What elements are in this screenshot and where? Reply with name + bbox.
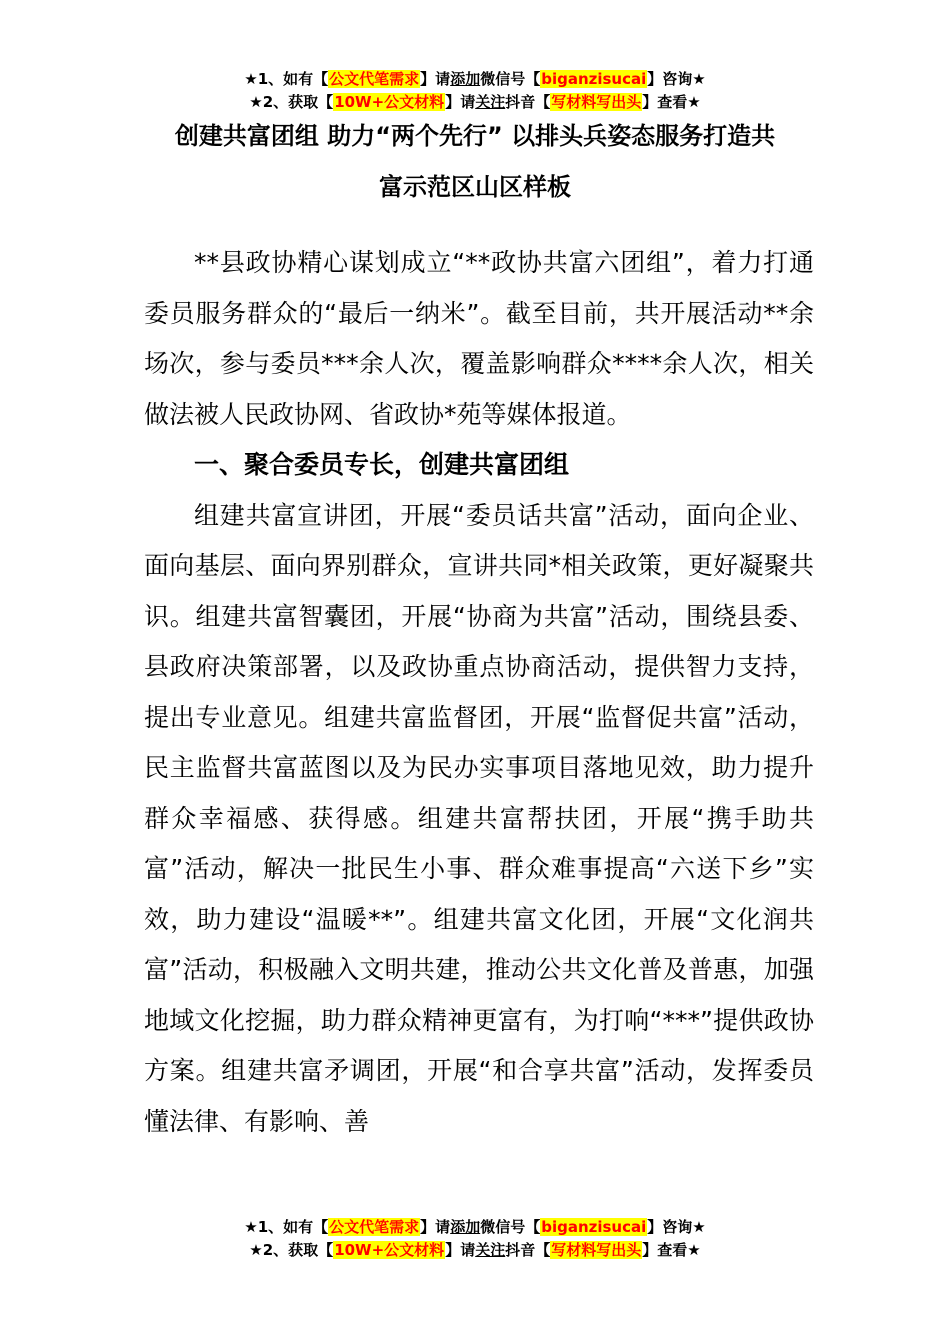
banner-text: 抖音【: [505, 1241, 551, 1259]
banner-line-2: [0, 1239, 950, 1262]
banner-highlight: 公文代笔需求: [329, 1218, 420, 1236]
intro-paragraph: **县政协精心谋划成立“**政协共富六团组”，着力打通委员服务群众的“最后一纳米”。截至目前，共开展活动**余场次，参与委员***余人次，覆盖影响群众****余人次，相关做法被人民政协网、省政协*苑等媒体报道。: [144, 248, 814, 429]
banner-text: 】请: [445, 93, 476, 111]
banner-text: 抖音【: [505, 93, 551, 111]
banner-text: 微信号【: [480, 70, 541, 88]
banner-text: ★2、获取【: [249, 93, 334, 111]
banner-text: 】咨询★: [647, 1218, 706, 1236]
banner-text: 微信号【: [480, 1218, 541, 1236]
footer-banner: [0, 1216, 950, 1262]
banner-highlight: 10W+公文材料: [334, 1241, 445, 1259]
section-heading: 一、聚合委员专长，创建共富团组: [194, 450, 570, 479]
banner-highlight: biganzisucai: [541, 1218, 647, 1236]
banner-line-2: [0, 91, 950, 114]
banner-underlined-text: 添加: [450, 1218, 481, 1236]
document-body: [144, 238, 814, 1147]
banner-underlined-text: 关注: [475, 93, 506, 111]
section-paragraph: 组建共富宣讲团，开展“委员话共富”活动，面向企业、面向基层、面向界别群众，宣讲共同*相关政策，更好凝聚共识。组建共富智囊团，开展“协商为共富”活动，围绕县委、县政府决策部署，以及政协重点协商活动，提供智力支持，提出专业意见。组建共富监督团，开展“监督促共富”活动，民主监督共富蓝图以及为民办实事项目落地见效，助力提升群众幸福感、获得感。组建共富帮扶团，开展“携手助共富”活动，解决一批民生小事、群众难事提高“六送下乡”实效，助力建设“温暖**”。组建共富文化团，开展“文化润共富”活动，积极融入文明共建，推动公共文化普及普惠，加强地域文化挖掘，助力群众精神更富有，为打响“***”提供政协方案。组建共富矛调团，开展“和合享共富”活动，发挥委员懂法律、有影响、善: [144, 500, 814, 1136]
banner-highlight: 公文代笔需求: [329, 70, 420, 88]
banner-line-1: [0, 68, 950, 91]
banner-text: 】请: [420, 1218, 451, 1236]
banner-highlight: biganzisucai: [541, 70, 647, 88]
banner-text: 】查看★: [642, 1241, 701, 1259]
banner-text: 】查看★: [642, 93, 701, 111]
banner-text: ★1、如有【: [244, 70, 329, 88]
banner-text: 】咨询★: [647, 70, 706, 88]
banner-highlight: 写材料写出头: [551, 1241, 642, 1259]
document-title-line-2: 富示范区山区样板: [379, 173, 571, 201]
header-banner: [0, 68, 950, 114]
document-title-line-1: 创建共富团组 助力“两个先行” 以排头兵姿态服务打造共: [174, 122, 776, 150]
banner-underlined-text: 添加: [450, 70, 481, 88]
banner-underlined-text: 关注: [475, 1241, 506, 1259]
banner-highlight: 10W+公文材料: [334, 93, 445, 111]
banner-text: ★1、如有【: [244, 1218, 329, 1236]
banner-text: ★2、获取【: [249, 1241, 334, 1259]
banner-highlight: 写材料写出头: [551, 93, 642, 111]
banner-text: 】请: [420, 70, 451, 88]
banner-text: 】请: [445, 1241, 476, 1259]
banner-line-1: [0, 1216, 950, 1239]
